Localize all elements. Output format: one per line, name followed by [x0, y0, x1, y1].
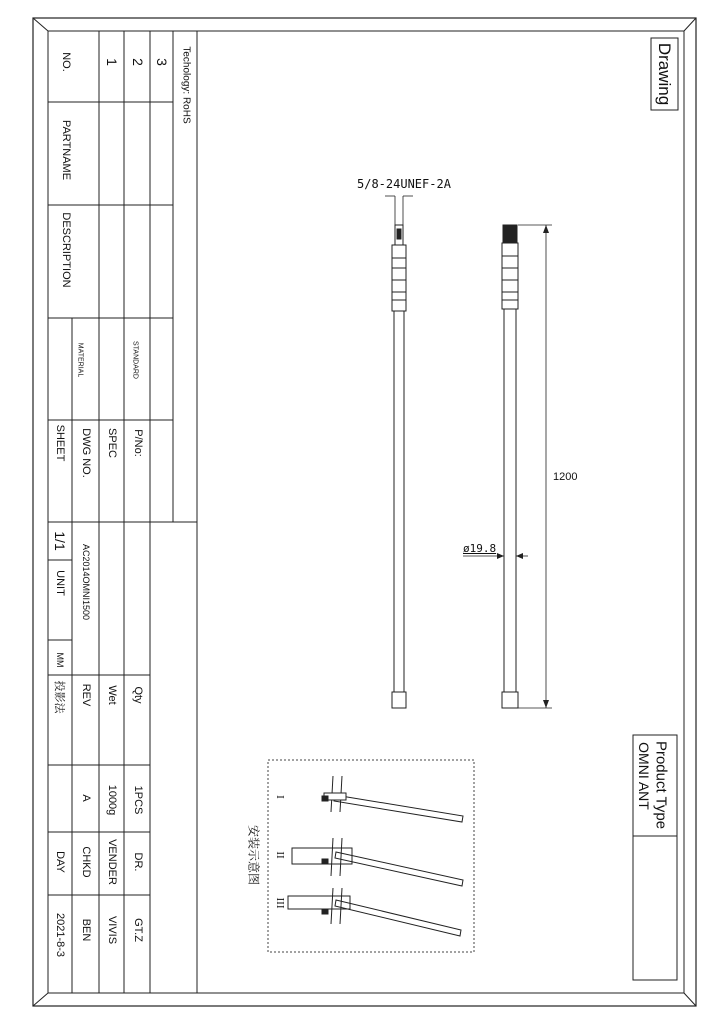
header-vender: VENDER [106, 839, 118, 885]
rev-value: A [80, 794, 92, 802]
dwg-no-value: AC2014OMNI1500 [81, 543, 91, 621]
header-day: DAY [54, 851, 66, 873]
header-dr: DR. [132, 852, 144, 872]
product-type-label: Product Type [652, 740, 670, 830]
drawing-title: Drawing [655, 42, 674, 106]
inner-border [48, 31, 684, 993]
technology-note: Techology: RoHS [180, 46, 192, 124]
vender-value: VIVIS [106, 915, 118, 945]
install-roman-3: III [274, 897, 286, 909]
header-partname: PARTNAME [60, 119, 72, 181]
row-number-3: 3 [154, 58, 170, 66]
wet-value: 1000g [106, 784, 118, 816]
header-standard: STANDARD [131, 341, 139, 379]
header-sheet: SHEET [54, 424, 66, 462]
header-wet: Wet [106, 685, 118, 705]
antenna-side-view [392, 225, 406, 708]
install-roman-1: I [274, 795, 286, 799]
day-value: 2021-8-3 [54, 912, 66, 958]
diameter-dimension-label: ø19.8 [463, 542, 497, 555]
dimension-lines [385, 196, 552, 708]
antenna-front-view [502, 225, 518, 708]
header-chkd: CHKD [80, 846, 92, 878]
chkd-value: BEN [80, 918, 92, 942]
unit-value: MM [55, 652, 65, 668]
header-spec: SPEC [106, 428, 118, 458]
dr-value: GT.Z [132, 918, 144, 942]
header-unit: UNIT [54, 570, 66, 596]
header-no: NO. [60, 52, 72, 72]
header-description: DESCRIPTION [60, 212, 72, 288]
row-number-1: 1 [104, 58, 120, 66]
qty-value: 1PCS [132, 785, 144, 815]
header-pno: P/No: [132, 429, 144, 457]
header-dwg-no: DWG NO. [80, 428, 92, 478]
header-projection: 投影法 [53, 680, 65, 714]
header-rev: REV [80, 683, 92, 707]
header-qty: Qty [132, 686, 144, 704]
product-type-value: OMNI ANT [636, 742, 652, 810]
install-roman-2: II [274, 851, 286, 859]
row-number-2: 2 [130, 58, 146, 66]
install-diagram-title: 安装示意图 [246, 824, 261, 886]
install-diagram-figures [288, 776, 463, 936]
sheet-value: 1/1 [52, 531, 68, 551]
length-dimension-label: 1200 [553, 471, 578, 483]
thread-dimension-label: 5/8-24UNEF-2A [357, 177, 451, 191]
header-material: MATERIAL [76, 342, 84, 378]
